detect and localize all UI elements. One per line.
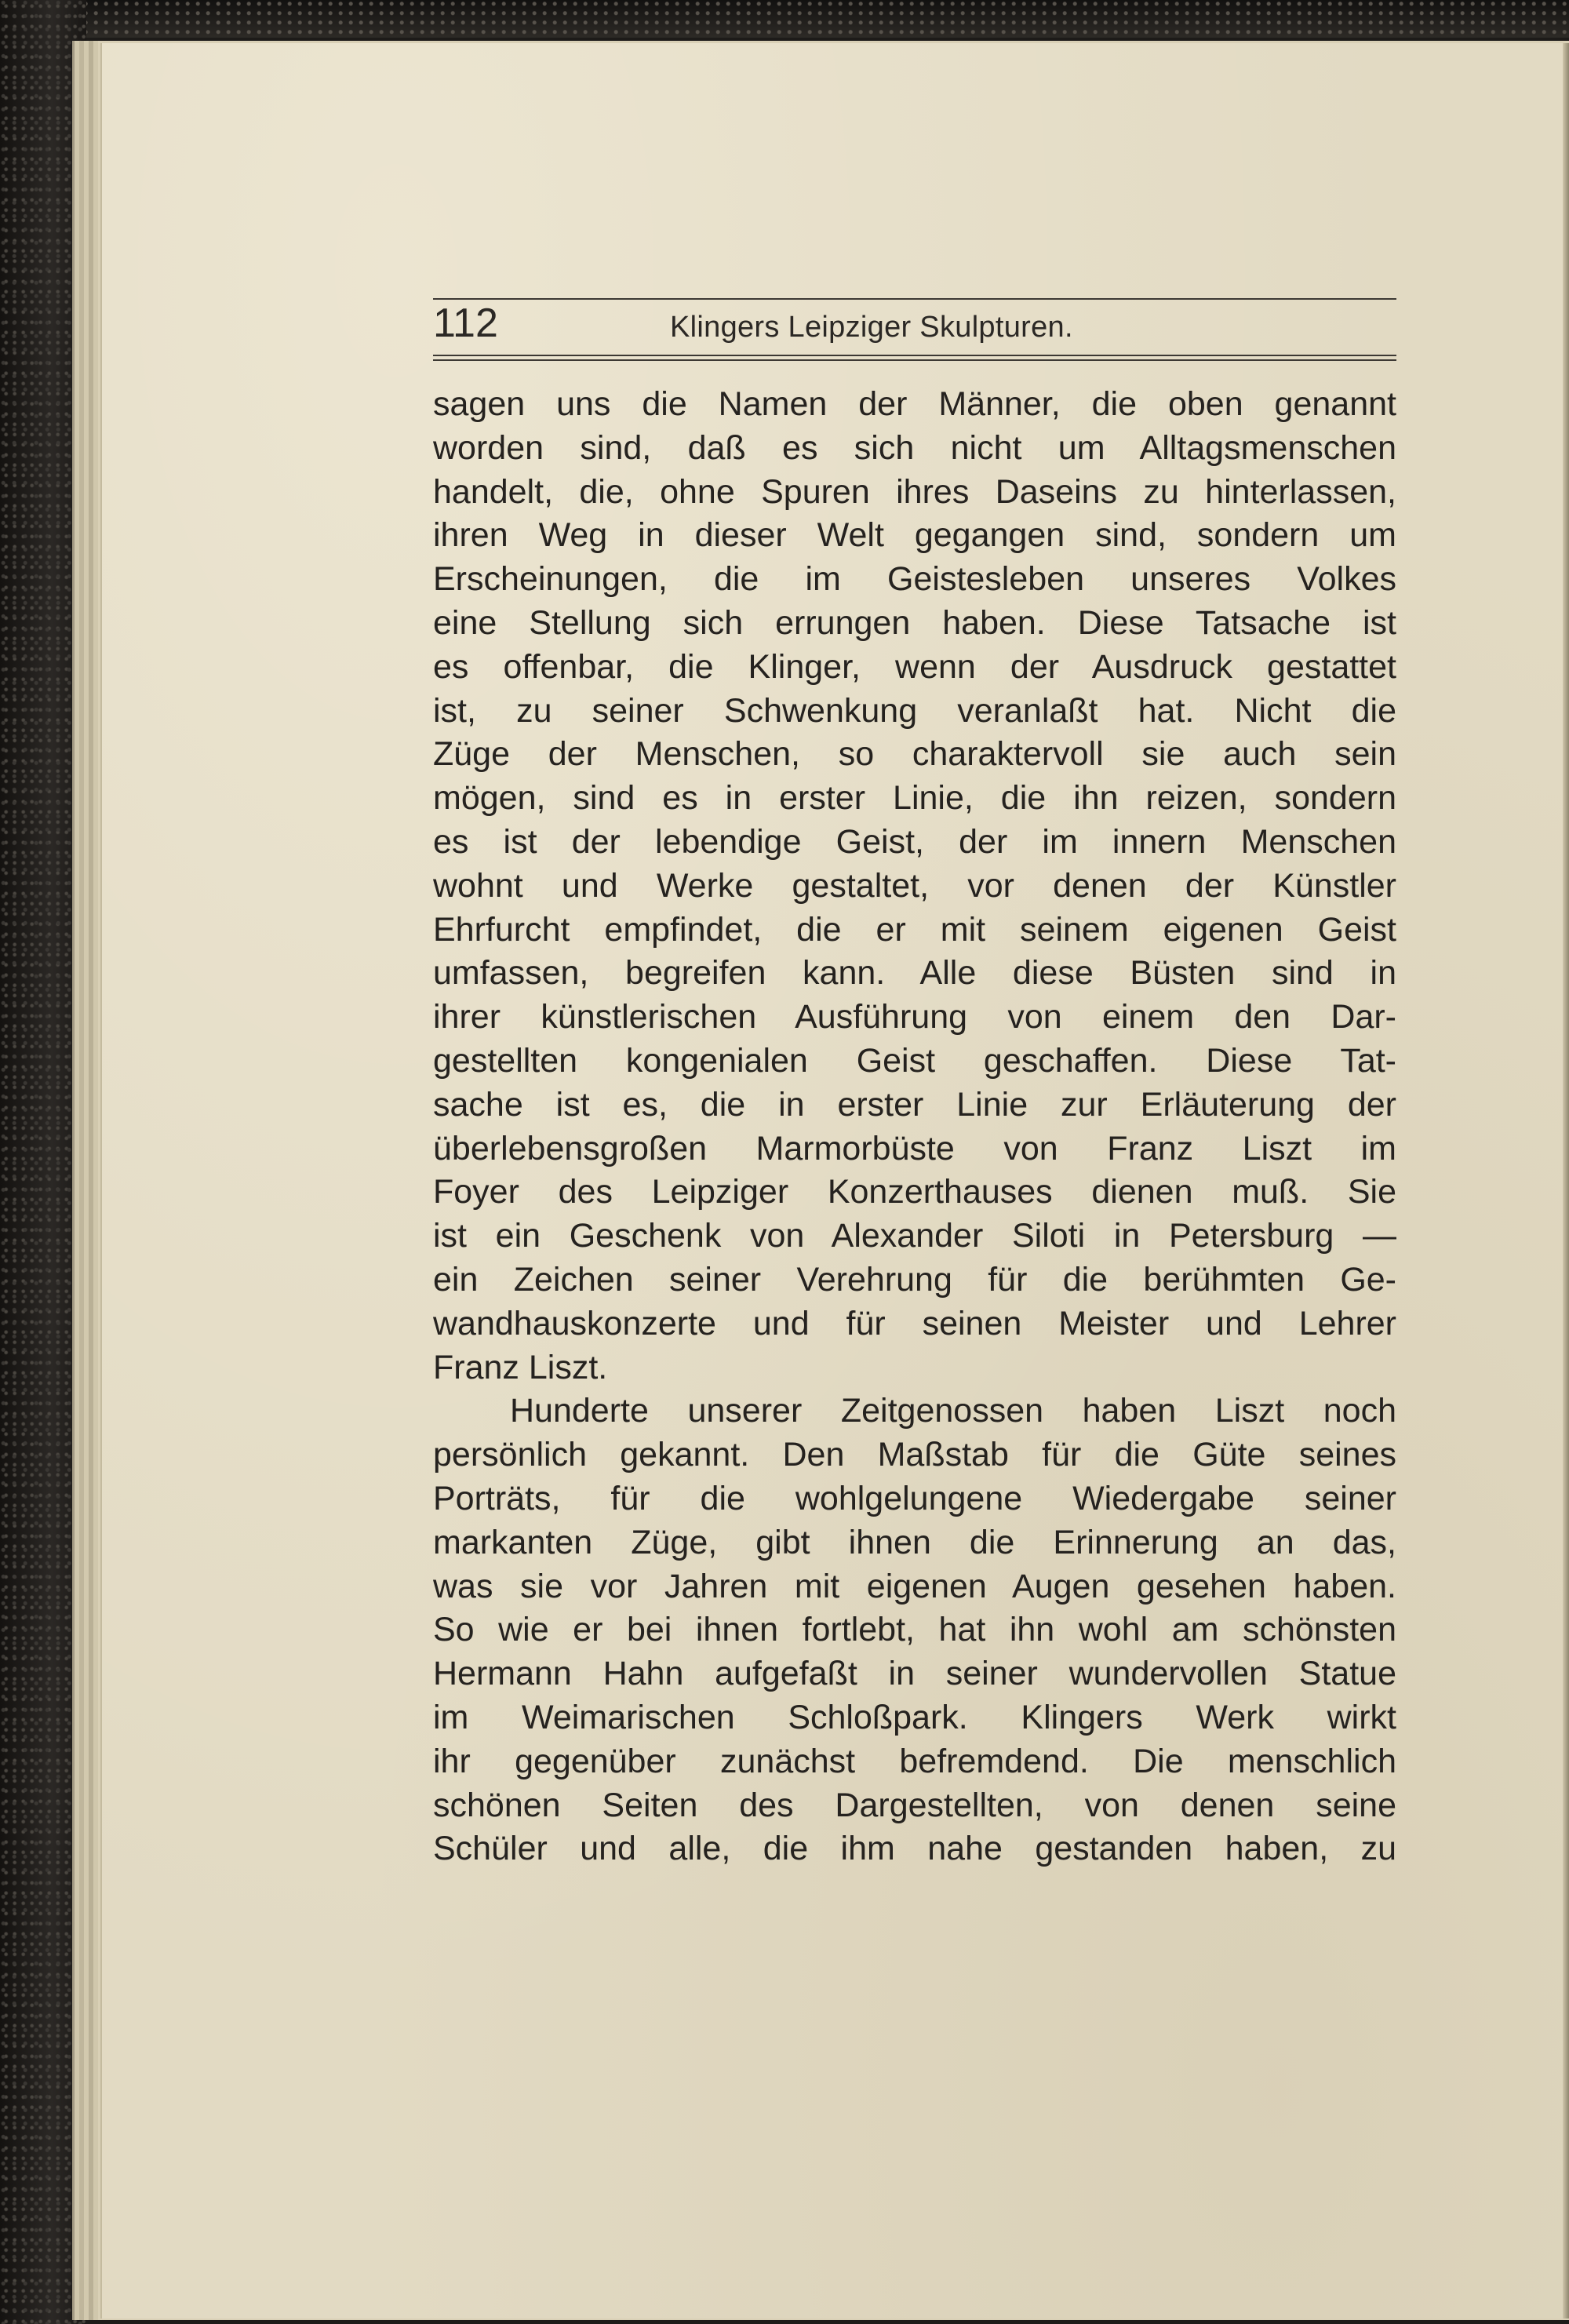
- text-line: umfassen, begreifen kann. Alle diese Büsten sind in: [433, 954, 1396, 993]
- text-line: Hunderte unserer Zeitgenossen haben Liszt noch: [510, 1392, 1396, 1430]
- text-line: sache ist es, die in erster Linie zur Erläuterung der: [433, 1085, 1396, 1124]
- text-line: was sie vor Jahren mit eigenen Augen gesehen haben.: [433, 1567, 1396, 1605]
- text-line: handelt, die, ohne Spuren ihres Daseins zu hinterlassen,: [433, 472, 1396, 511]
- text-line: im Weimarischen Schloßpark. Klingers Werk wirkt: [433, 1698, 1396, 1736]
- running-title: Klingers Leipziger Skulpturen.: [670, 311, 1073, 344]
- running-header: [433, 298, 1396, 361]
- text-line: eine Stellung sich errungen haben. Diese Tatsache ist: [433, 603, 1396, 642]
- text-line: schönen Seiten des Dargestellten, von denen seine: [433, 1786, 1396, 1824]
- text-line: markanten Züge, gibt ihnen die Erinnerung an das,: [433, 1523, 1396, 1561]
- page-right-edge: [1563, 43, 1569, 2319]
- text-line: Porträts, für die wohlgelungene Wiedergabe seiner: [433, 1479, 1396, 1517]
- book-cover-top-edge: [0, 0, 1569, 38]
- body-text: [433, 383, 1396, 1871]
- text-line: ist, zu seiner Schwenkung veranlaßt hat. Nicht die: [433, 691, 1396, 730]
- page-number: 112: [433, 301, 498, 346]
- text-line: Franz Liszt.: [433, 1348, 608, 1386]
- text-line: ihrer künstlerischen Ausführung von einem den Dar-: [433, 998, 1396, 1036]
- text-line: Foyer des Leipziger Konzerthauses dienen muß. Sie: [433, 1173, 1396, 1211]
- text-line: ihr gegenüber zunächst befremdend. Die menschlich: [433, 1742, 1396, 1780]
- text-line: Schüler und alle, die ihm nahe gestanden haben, zu: [433, 1830, 1396, 1868]
- text-line: ihren Weg in dieser Welt gegangen sind, sondern um: [433, 516, 1396, 555]
- header-double-rule: [433, 355, 1396, 361]
- text-line: wandhauskonzerte und für seinen Meister und Lehrer: [433, 1304, 1396, 1342]
- text-line: Hermann Hahn aufgefaßt in seiner wundervollen Statue: [433, 1655, 1396, 1693]
- text-line: sagen uns die Namen der Männer, die oben genannt: [433, 385, 1396, 423]
- text-line: es offenbar, die Klinger, wenn der Ausdruck gestattet: [433, 647, 1396, 686]
- text-line: mögen, sind es in erster Linie, die ihn reizen, sondern: [433, 779, 1396, 818]
- text-line: überlebensgroßen Marmorbüste von Franz Liszt im: [433, 1129, 1396, 1167]
- text-line: ist ein Geschenk von Alexander Siloti in Petersburg —: [433, 1217, 1396, 1255]
- text-line: worden sind, daß es sich nicht um Alltagsmenschen: [433, 428, 1396, 467]
- text-line: ein Zeichen seiner Verehrung für die berühmten Ge-: [433, 1260, 1396, 1299]
- text-line: Erscheinungen, die im Geistesleben unseres Volkes: [433, 560, 1396, 599]
- text-line: Züge der Menschen, so charaktervoll sie auch sein: [433, 735, 1396, 774]
- text-line: persönlich gekannt. Den Maßstab für die Güte seines: [433, 1436, 1396, 1474]
- text-line: Ehrfurcht empfindet, die er mit seinem eigenen Geist: [433, 910, 1396, 949]
- text-line: wohnt und Werke gestaltet, vor denen der Künstler: [433, 866, 1396, 905]
- text-line: es ist der lebendige Geist, der im innern Menschen: [433, 822, 1396, 861]
- text-line: So wie er bei ihnen fortlebt, hat ihn wohl am schönsten: [433, 1611, 1396, 1649]
- header-rule-top: [433, 298, 1396, 300]
- text-line: gestellten kongenialen Geist geschaffen. Diese Tat-: [433, 1041, 1396, 1080]
